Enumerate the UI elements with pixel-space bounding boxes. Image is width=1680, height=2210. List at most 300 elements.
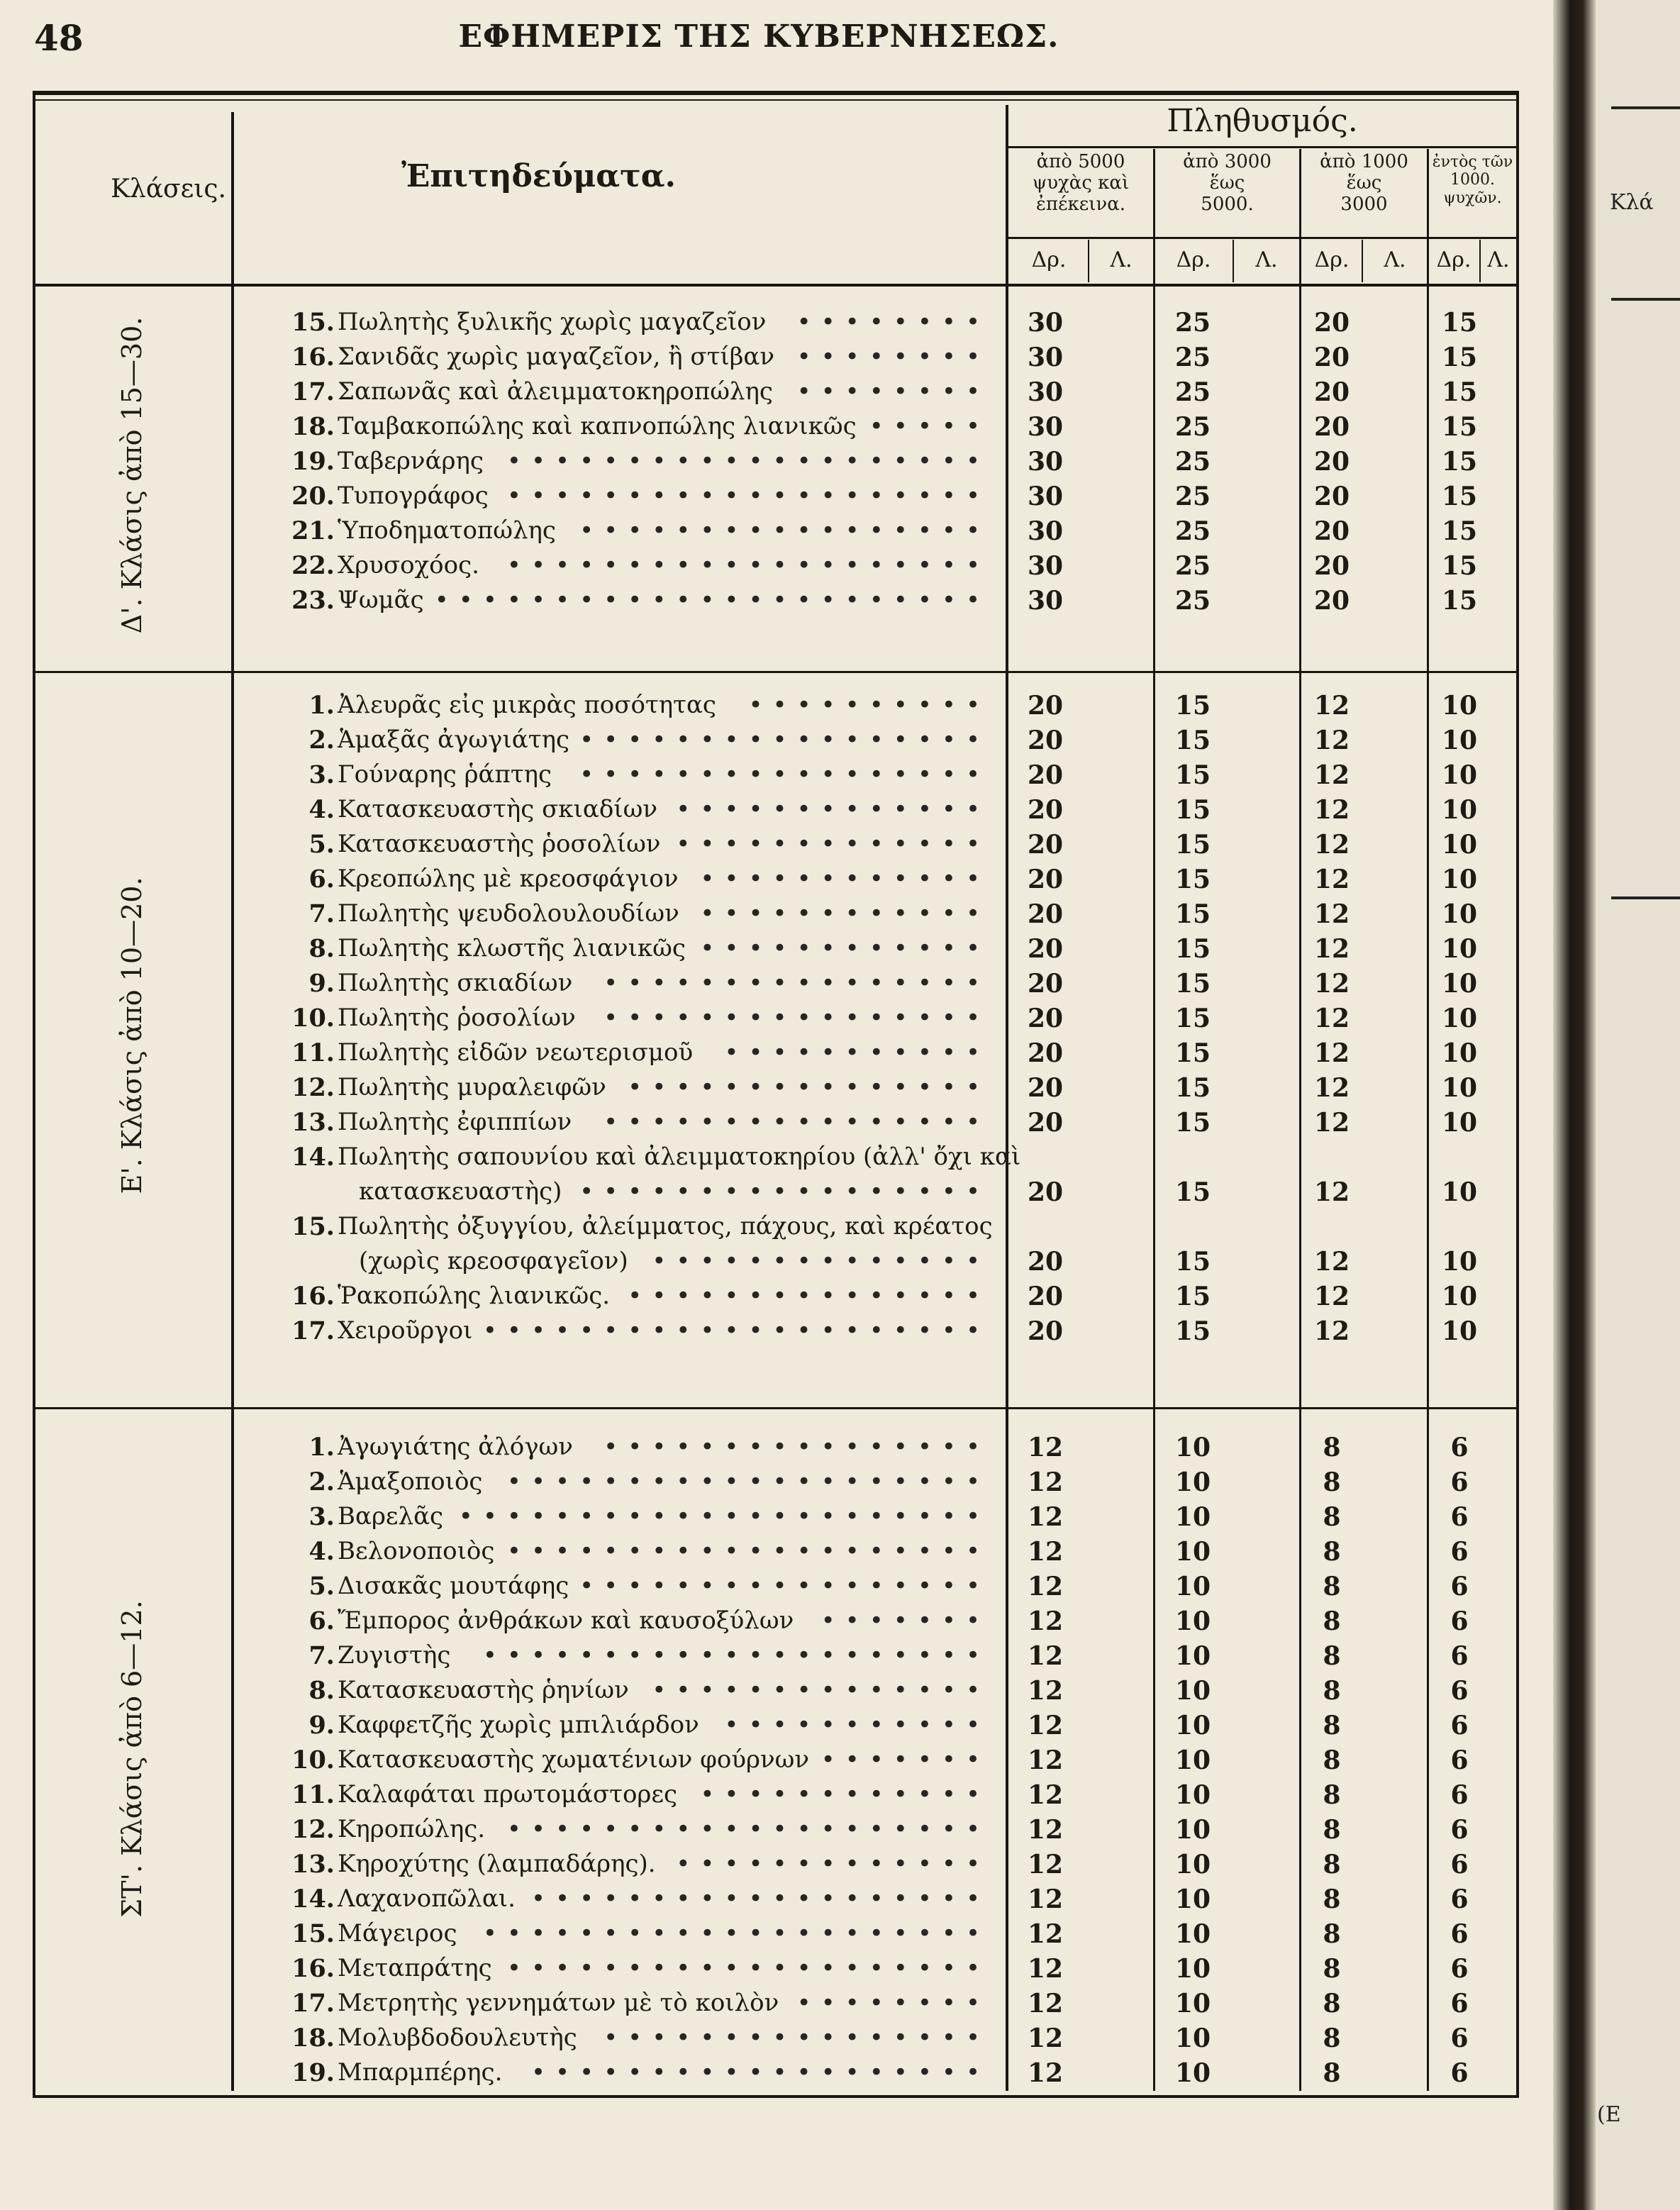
tax-value: 10 <box>1441 726 1478 755</box>
tax-value: 6 <box>1450 1989 1469 2019</box>
tax-value: 10 <box>1174 1641 1211 1671</box>
tax-value: 20 <box>1027 1073 1064 1103</box>
row-number: 7. <box>308 1641 335 1670</box>
band-line: 3000 <box>1340 193 1388 215</box>
tax-value: 12 <box>1027 1433 1064 1462</box>
tax-value: 25 <box>1174 308 1211 338</box>
table-row <box>33 1467 1519 1502</box>
leader-dots: •••••••••••••••• <box>603 969 990 997</box>
band-line: 5000. <box>1201 193 1254 215</box>
tax-value: 12 <box>1313 969 1350 999</box>
tax-value: 10 <box>1441 795 1478 825</box>
tax-value: 25 <box>1174 412 1211 442</box>
page-gutter <box>1553 0 1596 2210</box>
occupation-name: Ὑποδηματοπώλης <box>338 516 556 545</box>
tax-value: 12 <box>1313 691 1350 721</box>
leader-dots: ••••••••••••••••• <box>579 516 990 545</box>
table-row <box>33 969 1519 1004</box>
header-classes: Κλάσεις. <box>111 174 226 204</box>
tax-value: 12 <box>1027 1884 1064 1914</box>
tax-value: 20 <box>1027 934 1064 964</box>
occupation-name: Μολυβδοδουλευτὴς <box>338 2023 577 2052</box>
header-bottom-rule <box>33 284 1519 287</box>
band-line: ἐντὸς τῶν <box>1432 153 1513 171</box>
adjacent-rule <box>1611 298 1680 301</box>
tax-value: 20 <box>1027 1108 1064 1138</box>
tax-value: 12 <box>1313 795 1350 825</box>
table-row <box>33 1884 1519 1919</box>
tax-value: 12 <box>1027 2023 1064 2053</box>
table-row <box>33 1282 1519 1316</box>
row-number: 13. <box>291 1108 335 1137</box>
tax-value: 10 <box>1441 969 1478 999</box>
row-number: 13. <box>291 1850 335 1879</box>
tax-value: 15 <box>1174 1316 1211 1346</box>
occupation-name: Ταμβακοπώλης καὶ καπνοπώλης λιανικῶς <box>338 412 857 440</box>
tax-value: 12 <box>1313 1316 1350 1346</box>
tax-value: 12 <box>1027 1989 1064 2019</box>
tax-value: 12 <box>1027 1502 1064 1532</box>
tax-value: 15 <box>1174 1038 1211 1068</box>
tax-value: 30 <box>1027 516 1064 546</box>
table-row <box>33 795 1519 830</box>
tax-value: 15 <box>1441 586 1478 616</box>
row-number: 16. <box>291 1282 335 1311</box>
occupation-name-continued: κατασκευαστὴς) <box>359 1177 562 1206</box>
table-row <box>33 2058 1519 2093</box>
row-number: 15. <box>291 1212 335 1241</box>
tax-value: 12 <box>1027 2058 1064 2088</box>
header-band-1 <box>1008 152 1153 216</box>
tax-value: 12 <box>1313 760 1350 790</box>
table-row <box>33 1004 1519 1038</box>
band-line: ἀπὸ 3000 <box>1183 151 1272 172</box>
class-label-e: Ε'. Κλάσις ἀπὸ 10—20. <box>116 877 148 1194</box>
occupation-name: Καφφετζῆς χωρὶς μπιλιάρδον <box>338 1711 699 1739</box>
row-number: 5. <box>308 830 335 859</box>
tax-value: 10 <box>1441 1108 1478 1138</box>
tax-value: 12 <box>1027 1606 1064 1636</box>
tax-value: 6 <box>1450 1502 1469 1532</box>
table-row <box>33 1711 1519 1745</box>
table-row <box>33 899 1519 934</box>
row-number: 7. <box>308 899 335 928</box>
tax-value: 8 <box>1323 1919 1341 1949</box>
row-number: 2. <box>308 1467 335 1497</box>
tax-value: 15 <box>1174 969 1211 999</box>
table-row <box>33 1143 1519 1212</box>
unit-dr: Δρ. <box>1314 248 1350 272</box>
page-number: 48 <box>34 17 84 59</box>
leader-dots: •••••••••••••••••••• <box>506 551 990 579</box>
occupation-name: Κηροπώλης. <box>338 1815 486 1843</box>
tax-value: 25 <box>1174 343 1211 372</box>
table-row <box>33 516 1519 551</box>
running-title: ΕΦΗΜΕΡΙΣ ΤΗΣ ΚΥΒΕΡΝΗΣΕΩΣ. <box>458 18 1059 55</box>
table-row <box>33 1919 1519 1954</box>
tax-value: 30 <box>1027 447 1064 477</box>
table-row <box>33 865 1519 899</box>
tax-value: 10 <box>1174 1815 1211 1845</box>
tax-value: 15 <box>1174 1177 1211 1207</box>
occupation-name: Δισακᾶς μουτάφης <box>338 1572 569 1600</box>
occupation-name: Ἀλευρᾶς εἰς μικρὰς ποσότητας <box>338 691 716 719</box>
tax-value: 10 <box>1174 1884 1211 1914</box>
row-number: 22. <box>291 551 335 580</box>
tax-value: 10 <box>1174 1537 1211 1567</box>
table-row <box>33 1815 1519 1850</box>
tax-value: 8 <box>1323 2058 1341 2088</box>
tax-value: 8 <box>1323 1711 1341 1740</box>
tax-value: 10 <box>1441 865 1478 894</box>
occupation-name: Κατασκευαστὴς χωματένιων φούρνων <box>338 1745 810 1774</box>
table-row <box>33 760 1519 795</box>
tax-value: 6 <box>1450 1537 1469 1567</box>
leader-dots: •••••••••••••• <box>652 1676 990 1704</box>
tax-value: 12 <box>1313 934 1350 964</box>
table-row <box>33 343 1519 377</box>
occupation-name: Ῥακοπώλης λιανικῶς. <box>338 1282 611 1310</box>
tax-value: 15 <box>1174 1073 1211 1103</box>
tax-value: 8 <box>1323 1641 1341 1671</box>
unit-dr: Δρ. <box>1176 248 1211 272</box>
header-occupations: Ἐπιτηδεύματα. <box>401 158 676 194</box>
tax-value: 10 <box>1441 760 1478 790</box>
leader-dots: ••••••••••••• <box>676 795 990 823</box>
table-row <box>33 1676 1519 1711</box>
tax-value: 20 <box>1313 516 1350 546</box>
tax-value: 10 <box>1174 1850 1211 1879</box>
leader-dots: •••••••• <box>796 1989 990 2017</box>
tax-value: 30 <box>1027 343 1064 372</box>
table-row <box>33 1606 1519 1641</box>
tax-value: 15 <box>1174 865 1211 894</box>
tax-value: 10 <box>1441 1247 1478 1277</box>
tax-value: 15 <box>1174 1004 1211 1033</box>
row-number: 11. <box>291 1780 335 1809</box>
tax-value: 6 <box>1450 1572 1469 1601</box>
tax-value: 12 <box>1027 1641 1064 1671</box>
tax-value: 20 <box>1027 726 1064 755</box>
occupation-name: Σανιδᾶς χωρὶς μαγαζεῖον, ἢ στίβαν <box>338 343 775 371</box>
tax-value: 12 <box>1027 1572 1064 1601</box>
tax-value: 12 <box>1313 865 1350 894</box>
tax-value: 8 <box>1323 1433 1341 1462</box>
tax-value: 10 <box>1174 1606 1211 1636</box>
table-row <box>33 1537 1519 1572</box>
table-row <box>33 2023 1519 2058</box>
row-number: 12. <box>291 1815 335 1844</box>
tax-value: 10 <box>1174 1676 1211 1706</box>
tax-value: 12 <box>1313 1073 1350 1103</box>
tax-value: 10 <box>1441 1038 1478 1068</box>
tax-value: 15 <box>1441 482 1478 511</box>
header-band-2 <box>1155 152 1299 216</box>
unit-l: Λ. <box>1110 248 1133 272</box>
leader-dots: •••••••••••• <box>700 934 990 962</box>
tax-value: 15 <box>1441 516 1478 546</box>
row-number: 6. <box>308 1606 335 1636</box>
tax-value: 8 <box>1323 1815 1341 1845</box>
row-number: 11. <box>291 1038 335 1067</box>
tax-value: 15 <box>1174 795 1211 825</box>
tax-value: 12 <box>1313 1282 1350 1311</box>
tax-value: 8 <box>1323 1676 1341 1706</box>
occupation-name: Ἁμαξοποιὸς <box>338 1467 483 1496</box>
tax-value: 10 <box>1441 1004 1478 1033</box>
tax-value: 12 <box>1027 1954 1064 1984</box>
leader-dots: ••••••••••••••••••• <box>530 2058 990 2087</box>
tax-value: 20 <box>1027 795 1064 825</box>
adjacent-footer-fragment: (Ε <box>1597 2102 1621 2127</box>
tax-value: 20 <box>1313 412 1350 442</box>
table-top-rule-thin <box>33 99 1519 101</box>
tax-value: 6 <box>1450 1884 1469 1914</box>
occupation-name: Κατασκευαστὴς ῥηνίων <box>338 1676 629 1704</box>
row-number: 6. <box>308 865 335 894</box>
tax-value: 8 <box>1323 1954 1341 1984</box>
tax-value: 6 <box>1450 1606 1469 1636</box>
tax-value: 6 <box>1450 2023 1469 2053</box>
tax-value: 6 <box>1450 1467 1469 1497</box>
row-number: 2. <box>308 726 335 755</box>
tax-value: 10 <box>1441 1177 1478 1207</box>
section-rule-1 <box>33 671 1519 673</box>
table-row <box>33 934 1519 969</box>
leader-dots: ••••••••••••••••• <box>579 726 990 754</box>
leader-dots: ••••••••••••••••••••• <box>482 1641 990 1670</box>
tax-value: 10 <box>1174 1745 1211 1775</box>
tax-value: 10 <box>1441 691 1478 721</box>
leader-dots: •••••••••••••••••••• <box>506 1537 990 1565</box>
table-row <box>33 377 1519 412</box>
occupation-name: Πωλητὴς σκιαδίων <box>338 969 573 997</box>
tax-value: 20 <box>1027 830 1064 860</box>
tax-value: 15 <box>1441 412 1478 442</box>
tax-value: 8 <box>1323 1780 1341 1810</box>
tax-value: 10 <box>1174 2058 1211 2088</box>
leader-dots: •••••••••••••••••••• <box>506 1815 990 1843</box>
tax-value: 10 <box>1174 1919 1211 1949</box>
leader-dots: •••••••••••••••••••••• <box>458 1502 990 1531</box>
row-number: 17. <box>291 377 335 406</box>
occupation-name: Ζυγιστὴς <box>338 1641 451 1670</box>
row-number: 4. <box>308 795 335 824</box>
occupation-name: Πωλητὴς ξυλικῆς χωρὶς μαγαζεῖον <box>338 308 767 336</box>
band-line: ἕως <box>1209 172 1245 194</box>
tax-value: 8 <box>1323 1989 1341 2019</box>
occupation-name: Πωλητὴς ἐφιππίων <box>338 1108 572 1136</box>
leader-dots: •••••••••••••••••••• <box>506 1954 990 1982</box>
table-row <box>33 1502 1519 1537</box>
leader-dots: •••••••••••• <box>700 1780 990 1809</box>
tax-value: 6 <box>1450 1919 1469 1949</box>
tax-value: 20 <box>1027 1247 1064 1277</box>
occupation-name: Ἔμπορος ἀνθράκων καὶ καυσοξύλων <box>338 1606 794 1635</box>
leader-dots: •••••••••••• <box>700 865 990 893</box>
row-number: 9. <box>308 1711 335 1740</box>
tax-value: 20 <box>1313 447 1350 477</box>
tax-value: 15 <box>1174 830 1211 860</box>
table-row <box>33 586 1519 621</box>
leader-dots: ••••••••••••••••• <box>579 1572 990 1600</box>
tax-value: 25 <box>1174 482 1211 511</box>
leader-dots: •••••••••••••••• <box>603 2023 990 2052</box>
occupation-name-continued: (χωρὶς κρεοσφαγεῖον) <box>359 1247 628 1275</box>
tax-value: 12 <box>1313 1108 1350 1138</box>
row-number: 19. <box>291 2058 335 2087</box>
row-number: 3. <box>308 1502 335 1531</box>
tax-value: 10 <box>1174 1989 1211 2019</box>
tax-value: 12 <box>1313 1177 1350 1207</box>
header-population: Πληθυσμός. <box>1167 103 1358 139</box>
row-number: 12. <box>291 1073 335 1102</box>
band-line: ψυχὰς καὶ <box>1032 172 1130 194</box>
table-row <box>33 412 1519 447</box>
header-band-3 <box>1301 152 1427 216</box>
leader-dots: ••••••••••••••••••••••• <box>434 586 990 614</box>
band-line: ἕως <box>1346 172 1382 194</box>
table-row <box>33 1038 1519 1073</box>
table-row <box>33 1850 1519 1884</box>
tax-value: 20 <box>1027 969 1064 999</box>
tax-value: 8 <box>1323 1572 1341 1601</box>
tax-value: 20 <box>1313 482 1350 511</box>
occupation-name: Μάγειρος <box>338 1919 457 1948</box>
tax-value: 20 <box>1027 1282 1064 1311</box>
leader-dots: ••••••••••••••••••••• <box>482 1316 990 1345</box>
tax-value: 15 <box>1441 447 1478 477</box>
occupation-name: Χρυσοχόος. <box>338 551 479 579</box>
tax-value: 15 <box>1441 308 1478 338</box>
tax-value: 6 <box>1450 1641 1469 1671</box>
occupation-name: Λαχανοπῶλαι. <box>338 1884 516 1913</box>
row-number: 1. <box>308 691 335 720</box>
table-row <box>33 1572 1519 1606</box>
row-number: 4. <box>308 1537 335 1566</box>
tax-value: 12 <box>1027 1815 1064 1845</box>
tax-value: 20 <box>1027 899 1064 929</box>
leader-dots: •••••••• <box>796 343 990 371</box>
table-row <box>33 1780 1519 1815</box>
tax-value: 10 <box>1174 1433 1211 1462</box>
tax-value: 25 <box>1174 447 1211 477</box>
table-row <box>33 1433 1519 1467</box>
table-row <box>33 482 1519 516</box>
adjacent-rule <box>1611 106 1680 109</box>
tax-value: 15 <box>1441 343 1478 372</box>
occupation-name: Χειροῦργοι <box>338 1316 473 1345</box>
tax-value: 20 <box>1313 586 1350 616</box>
occupation-name: Σαπωνᾶς καὶ ἀλειμματοκηροπώλης <box>338 377 773 406</box>
table-row <box>33 830 1519 865</box>
occupation-name: Καλαφάται πρωτομάστορες <box>338 1780 678 1809</box>
tax-value: 10 <box>1174 1711 1211 1740</box>
class-label-d: Δ'. Κλάσις ἀπὸ 15—30. <box>116 316 148 634</box>
row-number: 16. <box>291 343 335 372</box>
occupation-name: Πωλητὴς σαπουνίου καὶ ἀλειμματοκηρίου (ἀλλ' ὄχι καὶ <box>338 1143 1021 1171</box>
tax-value: 15 <box>1174 1247 1211 1277</box>
tax-value: 20 <box>1313 377 1350 407</box>
tax-value: 6 <box>1450 1850 1469 1879</box>
row-number: 15. <box>291 308 335 337</box>
tax-value: 15 <box>1174 691 1211 721</box>
tax-value: 15 <box>1174 1282 1211 1311</box>
leader-dots: •••••••••••• <box>700 899 990 928</box>
table-row <box>33 1316 1519 1351</box>
occupation-name: Πωλητὴς εἰδῶν νεωτερισμοῦ <box>338 1038 694 1067</box>
table-row <box>33 691 1519 726</box>
table-row <box>33 447 1519 482</box>
tax-value: 10 <box>1174 1572 1211 1601</box>
row-number: 20. <box>291 482 335 511</box>
leader-dots: ••••• <box>869 412 990 440</box>
tax-value: 10 <box>1174 1954 1211 1984</box>
tax-value: 20 <box>1313 551 1350 581</box>
tax-value: 6 <box>1450 1433 1469 1462</box>
row-number: 5. <box>308 1572 335 1601</box>
leader-dots: •••••••• <box>796 377 990 406</box>
tax-value: 6 <box>1450 1780 1469 1810</box>
tax-value: 8 <box>1323 1537 1341 1567</box>
leader-dots: ••••••••••••• <box>676 830 990 858</box>
row-number: 1. <box>308 1433 335 1462</box>
row-number: 19. <box>291 447 335 476</box>
tax-value: 20 <box>1027 1038 1064 1068</box>
occupation-name: Ταβερνάρης <box>338 447 484 475</box>
tax-value: 10 <box>1441 1282 1478 1311</box>
tax-value: 10 <box>1441 1073 1478 1103</box>
row-number: 23. <box>291 586 335 615</box>
leader-dots: •••••••••• <box>748 691 990 719</box>
leader-dots: ••••••••••••••• <box>628 1282 990 1310</box>
table-row <box>33 308 1519 343</box>
tax-value: 12 <box>1027 1537 1064 1567</box>
tax-value: 10 <box>1174 1467 1211 1497</box>
tax-value: 8 <box>1323 1467 1341 1497</box>
table-row <box>33 1641 1519 1676</box>
tax-value: 15 <box>1174 899 1211 929</box>
tax-value: 10 <box>1441 899 1478 929</box>
tax-value: 12 <box>1027 1711 1064 1740</box>
unit-l: Λ. <box>1255 248 1278 272</box>
tax-value: 8 <box>1323 1745 1341 1775</box>
tax-value: 6 <box>1450 1711 1469 1740</box>
occupation-name: Ἁμαξᾶς ἀγωγιάτης <box>338 726 569 754</box>
unit-l: Λ. <box>1487 248 1510 272</box>
tax-value: 25 <box>1174 551 1211 581</box>
row-number: 21. <box>291 516 335 545</box>
adjacent-header-fragment: Κλά <box>1610 190 1654 215</box>
tax-value: 30 <box>1027 586 1064 616</box>
tax-value: 10 <box>1441 1316 1478 1346</box>
leader-dots: •••••••••••••••••••• <box>506 447 990 475</box>
tax-value: 10 <box>1174 1780 1211 1810</box>
occupation-name: Πωλητὴς μυραλειφῶν <box>338 1073 606 1101</box>
table-row <box>33 1108 1519 1143</box>
tax-value: 30 <box>1027 308 1064 338</box>
adjacent-rule <box>1611 896 1680 899</box>
tax-value: 10 <box>1441 934 1478 964</box>
unit-dr: Δρ. <box>1436 248 1472 272</box>
row-number: 10. <box>291 1004 335 1033</box>
band-line: ψυχῶν. <box>1443 189 1502 207</box>
occupation-name: Βαρελᾶς <box>338 1502 444 1531</box>
row-number: 18. <box>291 412 335 441</box>
tax-value: 10 <box>1174 1502 1211 1532</box>
leader-dots: •••••••••••••••• <box>603 1004 990 1032</box>
population-header-rule <box>1006 146 1519 148</box>
